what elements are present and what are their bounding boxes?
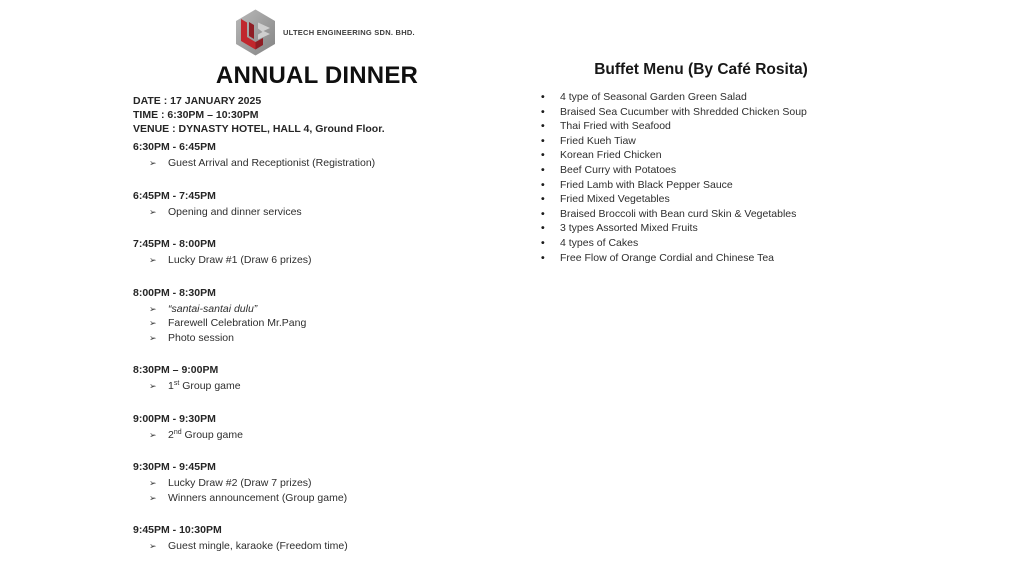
schedule-item [133, 253, 523, 268]
arrow-bullet-icon: ➢ [149, 478, 157, 488]
dot-bullet-icon: • [541, 222, 545, 235]
schedule-block [133, 362, 523, 394]
menu-item-text: Fried Kueh Tiaw [560, 134, 636, 147]
dot-bullet-icon: • [541, 134, 545, 147]
menu-item [541, 178, 807, 193]
event-date: DATE : 17 JANUARY 2025 [133, 95, 262, 107]
schedule-time: 9:45PM - 10:30PM [133, 524, 222, 536]
dot-bullet-icon: • [541, 178, 545, 191]
arrow-bullet-icon: ➢ [149, 158, 157, 168]
schedule-item [133, 156, 523, 171]
schedule-item-text: Opening and dinner services [168, 205, 302, 218]
schedule-block [133, 139, 523, 171]
dot-bullet-icon: • [541, 193, 545, 206]
dot-bullet-icon: • [541, 163, 545, 176]
schedule-item-text: Winners announcement (Group game) [168, 491, 348, 504]
ordinal-suffix: nd [173, 428, 182, 436]
arrow-bullet-icon: ➢ [149, 318, 157, 328]
menu-item-text: Thai Fried with Seafood [560, 120, 671, 133]
menu-title: Buffet Menu (By Café Rosita) [594, 61, 808, 78]
schedule-block [133, 236, 523, 268]
schedule-item [133, 539, 523, 554]
arrow-bullet-icon: ➢ [149, 332, 157, 343]
schedule-item [133, 491, 523, 506]
schedule-item-text-rest: Group game [179, 380, 241, 392]
schedule-item-text [168, 379, 241, 394]
schedule-item [133, 302, 523, 317]
menu-item-text: Fried Mixed Vegetables [560, 193, 670, 206]
menu-item-text: 4 type of Seasonal Garden Green Salad [560, 91, 747, 103]
menu-item [541, 105, 807, 120]
arrow-bullet-icon: ➢ [149, 541, 157, 551]
arrow-bullet-icon: ➢ [149, 303, 157, 314]
ordinal-suffix: st [173, 380, 180, 387]
schedule-time: 8:30PM – 9:00PM [133, 364, 219, 376]
event-details [133, 94, 385, 136]
menu-item [541, 192, 807, 207]
schedule-block [133, 522, 523, 554]
schedule-item [133, 476, 523, 491]
schedule-item [133, 316, 523, 331]
schedule-block [133, 188, 523, 220]
schedule-item-text [168, 428, 243, 443]
menu-item [541, 163, 807, 178]
schedule-item-text: Photo session [168, 331, 234, 344]
menu-item-text: Fried Lamb with Black Pepper Sauce [560, 178, 733, 191]
dot-bullet-icon: • [541, 251, 545, 264]
menu-item [541, 90, 807, 105]
schedule-block [133, 285, 523, 346]
schedule-time: 6:30PM - 6:45PM [133, 141, 216, 153]
menu-item [541, 236, 807, 251]
ultech-hexagon-logo-icon [233, 9, 278, 56]
arrow-bullet-icon: ➢ [149, 255, 157, 265]
dot-bullet-icon: • [541, 120, 545, 133]
schedule-item-text: Guest mingle, karaoke (Freedom time) [168, 540, 348, 552]
schedule-time: 7:45PM - 8:00PM [133, 238, 216, 250]
menu-list [541, 90, 807, 265]
schedule-block [133, 459, 523, 505]
ordinal-number: 1 [168, 380, 174, 392]
schedule-item-text: Lucky Draw #2 (Draw 7 prizes) [168, 477, 312, 489]
menu-item [541, 207, 807, 222]
menu-item-text: Braised Broccoli with Bean curd Skin & Vegetables [560, 207, 797, 220]
schedule-item [133, 379, 523, 394]
company-name: ULTECH ENGINEERING SDN. BHD. [283, 28, 415, 37]
arrow-bullet-icon: ➢ [149, 492, 157, 503]
schedule-time: 8:00PM - 8:30PM [133, 286, 216, 299]
menu-item [541, 119, 807, 134]
arrow-bullet-icon: ➢ [149, 429, 157, 440]
schedule-time: 9:00PM - 9:30PM [133, 412, 216, 425]
dot-bullet-icon: • [541, 207, 545, 220]
menu-item-text: Braised Sea Cucumber with Shredded Chicken Soup [560, 105, 807, 118]
event-title: ANNUAL DINNER [215, 62, 419, 89]
dot-bullet-icon: • [541, 91, 545, 103]
schedule-item-text: Farewell Celebration Mr.Pang [168, 317, 307, 329]
menu-item [541, 221, 807, 236]
schedule-time: 9:30PM - 9:45PM [133, 461, 216, 473]
company-logo [233, 9, 415, 56]
menu-item-text: 3 types Assorted Mixed Fruits [560, 222, 698, 235]
schedule-time: 6:45PM - 7:45PM [133, 189, 216, 202]
schedule-item-text: Guest Arrival and Receptionist (Registration) [168, 157, 376, 169]
schedule-item-text: “santai-santai dulu” [168, 302, 258, 315]
dot-bullet-icon: • [541, 105, 545, 118]
menu-item-text: Free Flow of Orange Cordial and Chinese Tea [560, 251, 775, 264]
arrow-bullet-icon: ➢ [149, 206, 157, 217]
menu-item-text: 4 types of Cakes [560, 236, 639, 249]
ordinal-number: 2 [168, 428, 174, 441]
schedule-item [133, 205, 523, 220]
dot-bullet-icon: • [541, 236, 545, 249]
menu-item [541, 134, 807, 149]
menu-item-text: Korean Fried Chicken [560, 149, 662, 162]
event-time: TIME : 6:30PM – 10:30PM [133, 109, 259, 121]
schedule-item-text-rest: Group game [181, 428, 243, 441]
menu-item-text: Beef Curry with Potatoes [560, 163, 677, 176]
arrow-bullet-icon: ➢ [149, 381, 157, 391]
menu-item [541, 148, 807, 163]
schedule-item [133, 331, 523, 346]
menu-item [541, 251, 807, 266]
schedule [133, 139, 523, 571]
schedule-block [133, 411, 523, 443]
dot-bullet-icon: • [541, 149, 545, 162]
event-venue: VENUE : DYNASTY HOTEL, HALL 4, Ground Floor. [133, 123, 385, 135]
schedule-item [133, 428, 523, 443]
schedule-item-text: Lucky Draw #1 (Draw 6 prizes) [168, 254, 312, 266]
